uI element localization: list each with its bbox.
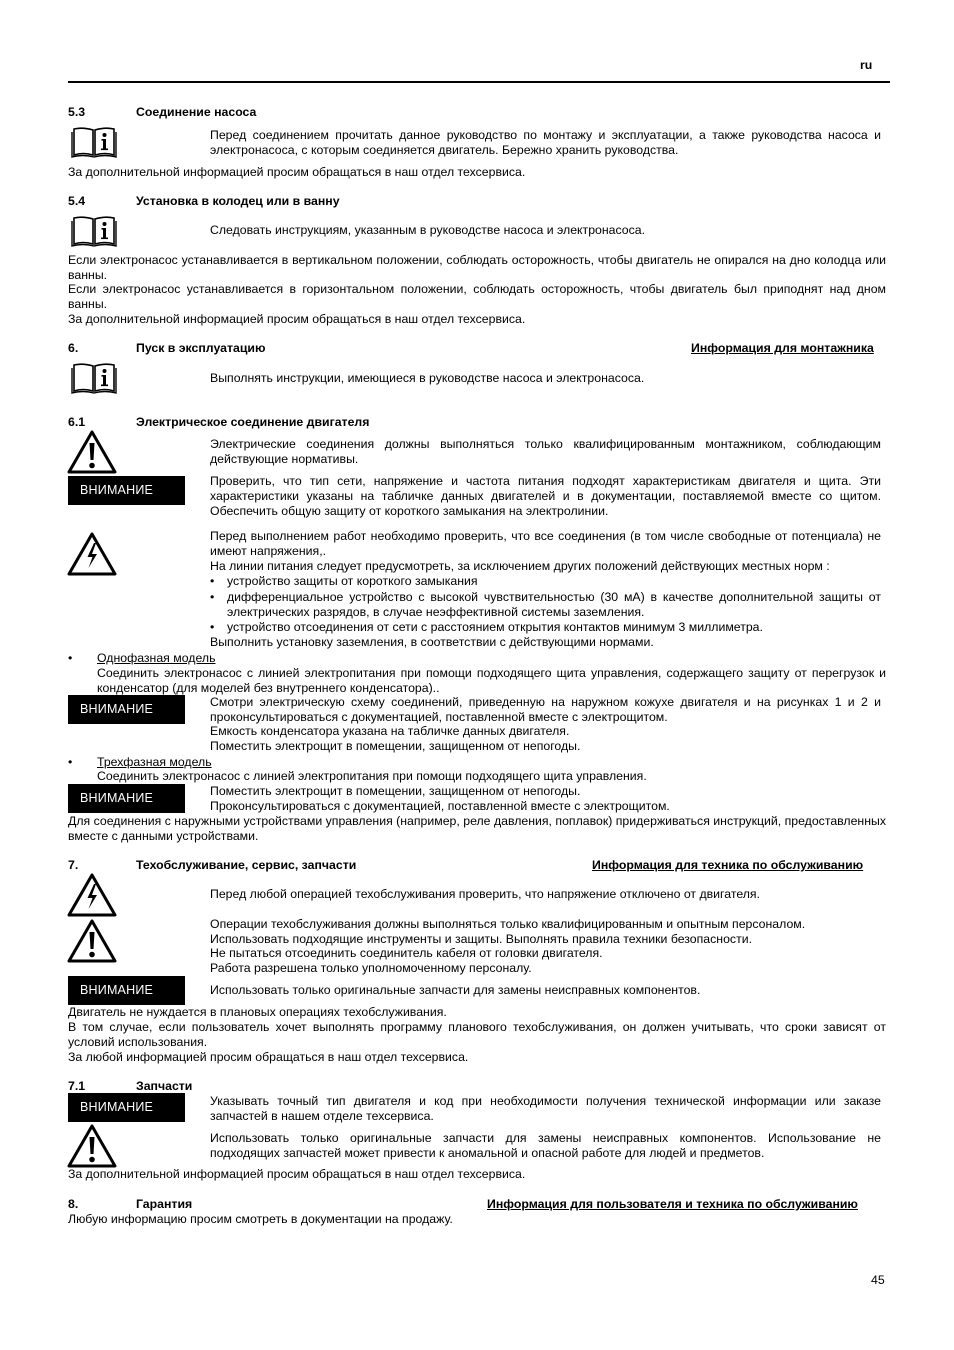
paragraph: Если электронасос устанавливается в вертикальном положении, соблюдать осторожность, чтобы двигатель не опирался на дно колодца или ванны. — [68, 253, 886, 282]
paragraph: Проконсультироваться с документацией, поставленной вместе с электрощитом. — [210, 799, 670, 813]
electric-hazard-icon — [67, 532, 117, 576]
section-number: 6. — [68, 341, 79, 355]
section-title: Техобслуживание, сервис, запчасти — [136, 858, 357, 872]
section-title: Электрическое соединение двигателя — [136, 415, 370, 429]
paragraph: Двигатель не нуждается в плановых операциях техобслуживания. — [68, 1005, 447, 1019]
paragraph: Операции техобслуживания должны выполняться только квалифицированным и опытным персоналом. — [210, 917, 806, 931]
paragraph: Перед любой операцией техобслуживания проверить, что напряжение отключено от двигателя. — [210, 887, 761, 901]
audience-label: Информация для техника по обслуживанию — [592, 858, 864, 872]
paragraph: За дополнительной информацией просим обращаться в наш отдел техсервиса. — [68, 1167, 526, 1181]
audience-label: Информация для монтажника — [691, 341, 874, 355]
section-title: Установка в колодец или в ванну — [136, 194, 340, 208]
manual-book-icon — [71, 215, 117, 247]
paragraph: Указывать точный тип двигателя и код при необходимости получения технической информации или заказе запчастей в нашем отделе техсервиса. — [210, 1094, 881, 1123]
bullet-dot: • — [68, 651, 73, 665]
paragraph: Выполнять инструкции, имеющиеся в руководстве насоса и электронасоса. — [210, 371, 645, 385]
paragraph: Любую информацию просим смотреть в документации на продажу. — [68, 1212, 453, 1226]
paragraph: Для соединения с наружными устройствами управления (например, реле давления, поплавок) придерживаться инструкций, предоставленных вместе с данными устройствами. — [68, 814, 886, 843]
page-number: 45 — [871, 1273, 885, 1287]
paragraph: Смотри электрическую схему соединений, приведенную на наружном кожухе двигателя и на рисунках 1 и 2 и проконсультироваться с документацией, поставленной вместе с электрощитом. — [210, 695, 881, 724]
manual-book-icon — [71, 362, 117, 394]
warning-label: ВНИМАНИЕ — [68, 476, 185, 505]
section-number: 5.3 — [68, 105, 86, 119]
warning-triangle-icon — [67, 919, 117, 963]
paragraph: Работа разрешена только уполномоченному персоналу. — [210, 961, 532, 975]
paragraph: Поместить электрощит в помещении, защищенном от непогоды. — [210, 784, 581, 798]
paragraph: За любой информацией просим обращаться в наш отдел техсервиса. — [68, 1050, 469, 1064]
paragraph: В том случае, если пользователь хочет выполнять программу планового техобслуживания, он должен учитывать, что сроки зависят от условий использования. — [68, 1020, 886, 1049]
paragraph: Электрические соединения должны выполняться только квалифицированным монтажником, соблюдающим действующие нормативы. — [210, 437, 881, 466]
section-title: Гарантия — [136, 1197, 193, 1211]
list-item: • дифференциальное устройство с высокой чувствительностью (30 мА) в качестве дополнительной защиты от электрических разрядов, в случае неэффективной системы заземления. — [210, 590, 881, 619]
electric-hazard-icon — [67, 873, 117, 917]
paragraph: Если электронасос устанавливается в горизонтальном положении, соблюдать осторожность, чтобы двигатель был приподнят над дном ванны. — [68, 282, 886, 311]
section-title: Запчасти — [136, 1079, 193, 1093]
paragraph: На линии питания следует предусмотреть, за исключением других положений действующих местных норм : — [210, 559, 830, 573]
manual-book-icon — [71, 126, 117, 158]
paragraph: За дополнительной информацией просим обращаться в наш отдел техсервиса. — [68, 165, 526, 179]
paragraph: Перед соединением прочитать данное руководство по монтажу и эксплуатации, а также руководства насоса и электронасоса, с которым соединяется двигатель. Бережно хранить руководства. — [210, 128, 881, 157]
paragraph: Не пытаться отсоединить соединитель кабеля от головки двигателя. — [210, 946, 603, 960]
warning-label: ВНИМАНИЕ — [68, 1093, 185, 1122]
section-number: 7.1 — [68, 1079, 86, 1093]
list-item: • устройство защиты от короткого замыкания — [210, 574, 478, 588]
paragraph: За дополнительной информацией просим обращаться в наш отдел техсервиса. — [68, 312, 526, 326]
warning-triangle-icon — [67, 1124, 117, 1168]
subsection-title: Трехфазная модель — [97, 755, 212, 769]
section-number: 7. — [68, 858, 79, 872]
paragraph: Соединить электронасос с линией электропитания при помощи подходящего щита управления. — [97, 769, 647, 783]
section-number: 6.1 — [68, 415, 86, 429]
language-code: ru — [860, 58, 873, 72]
paragraph: Использовать только оригинальные запчасти для замены неисправных компонентов. — [210, 983, 701, 997]
section-number: 5.4 — [68, 194, 86, 208]
bullet-dot: • — [68, 755, 73, 769]
paragraph: Использовать подходящие инструменты и защиты. Выполнять правила техники безопасности. — [210, 932, 752, 946]
header-rule — [68, 81, 890, 83]
section-number: 8. — [68, 1197, 79, 1211]
paragraph: Емкость конденсатора указана на табличке данных двигателя. — [210, 724, 570, 738]
paragraph: Использовать только оригинальные запчасти для замены неисправных компонентов. Использование не подходящих запчастей может привести к аномальной и опасной работе для людей и предметов. — [210, 1131, 881, 1160]
audience-label: Информация для пользователя и техника по обслуживанию — [487, 1197, 858, 1211]
list-item: • устройство отсоединения от сети с расстоянием открытия контактов минимум 3 миллиметра. — [210, 620, 763, 634]
warning-label: ВНИМАНИЕ — [68, 695, 185, 724]
paragraph: Соединить электронасос с линией электропитания при помощи подходящего щита управления, содержащего защиту от перегрузок и конденсатор (для моделей без внутреннего конденсатора).. — [97, 666, 886, 695]
paragraph: Следовать инструкциям, указанным в руководстве насоса и электронасоса. — [210, 223, 646, 237]
section-title: Пуск в эксплуатацию — [136, 341, 266, 355]
paragraph: Перед выполнением работ необходимо проверить, что все соединения (в том числе свободные от потенциала) не имеют напряжения,. — [210, 529, 881, 558]
paragraph: Выполнить установку заземления, в соответствии с действующими нормами. — [210, 635, 654, 649]
warning-label: ВНИМАНИЕ — [68, 784, 185, 813]
subsection-title: Однофазная модель — [97, 651, 216, 665]
warning-triangle-icon — [67, 430, 117, 474]
section-title: Соединение насоса — [136, 105, 257, 119]
paragraph: Проверить, что тип сети, напряжение и частота питания подходят характеристикам двигателя и щита. Эти характеристики указаны на табличке данных двигателей и в документации, поставляемой вместе со щитом. Обеспечить общую защиту от короткого замыкания на электролинии. — [210, 474, 881, 518]
warning-label: ВНИМАНИЕ — [68, 976, 185, 1005]
paragraph: Поместить электрощит в помещении, защищенном от непогоды. — [210, 739, 581, 753]
